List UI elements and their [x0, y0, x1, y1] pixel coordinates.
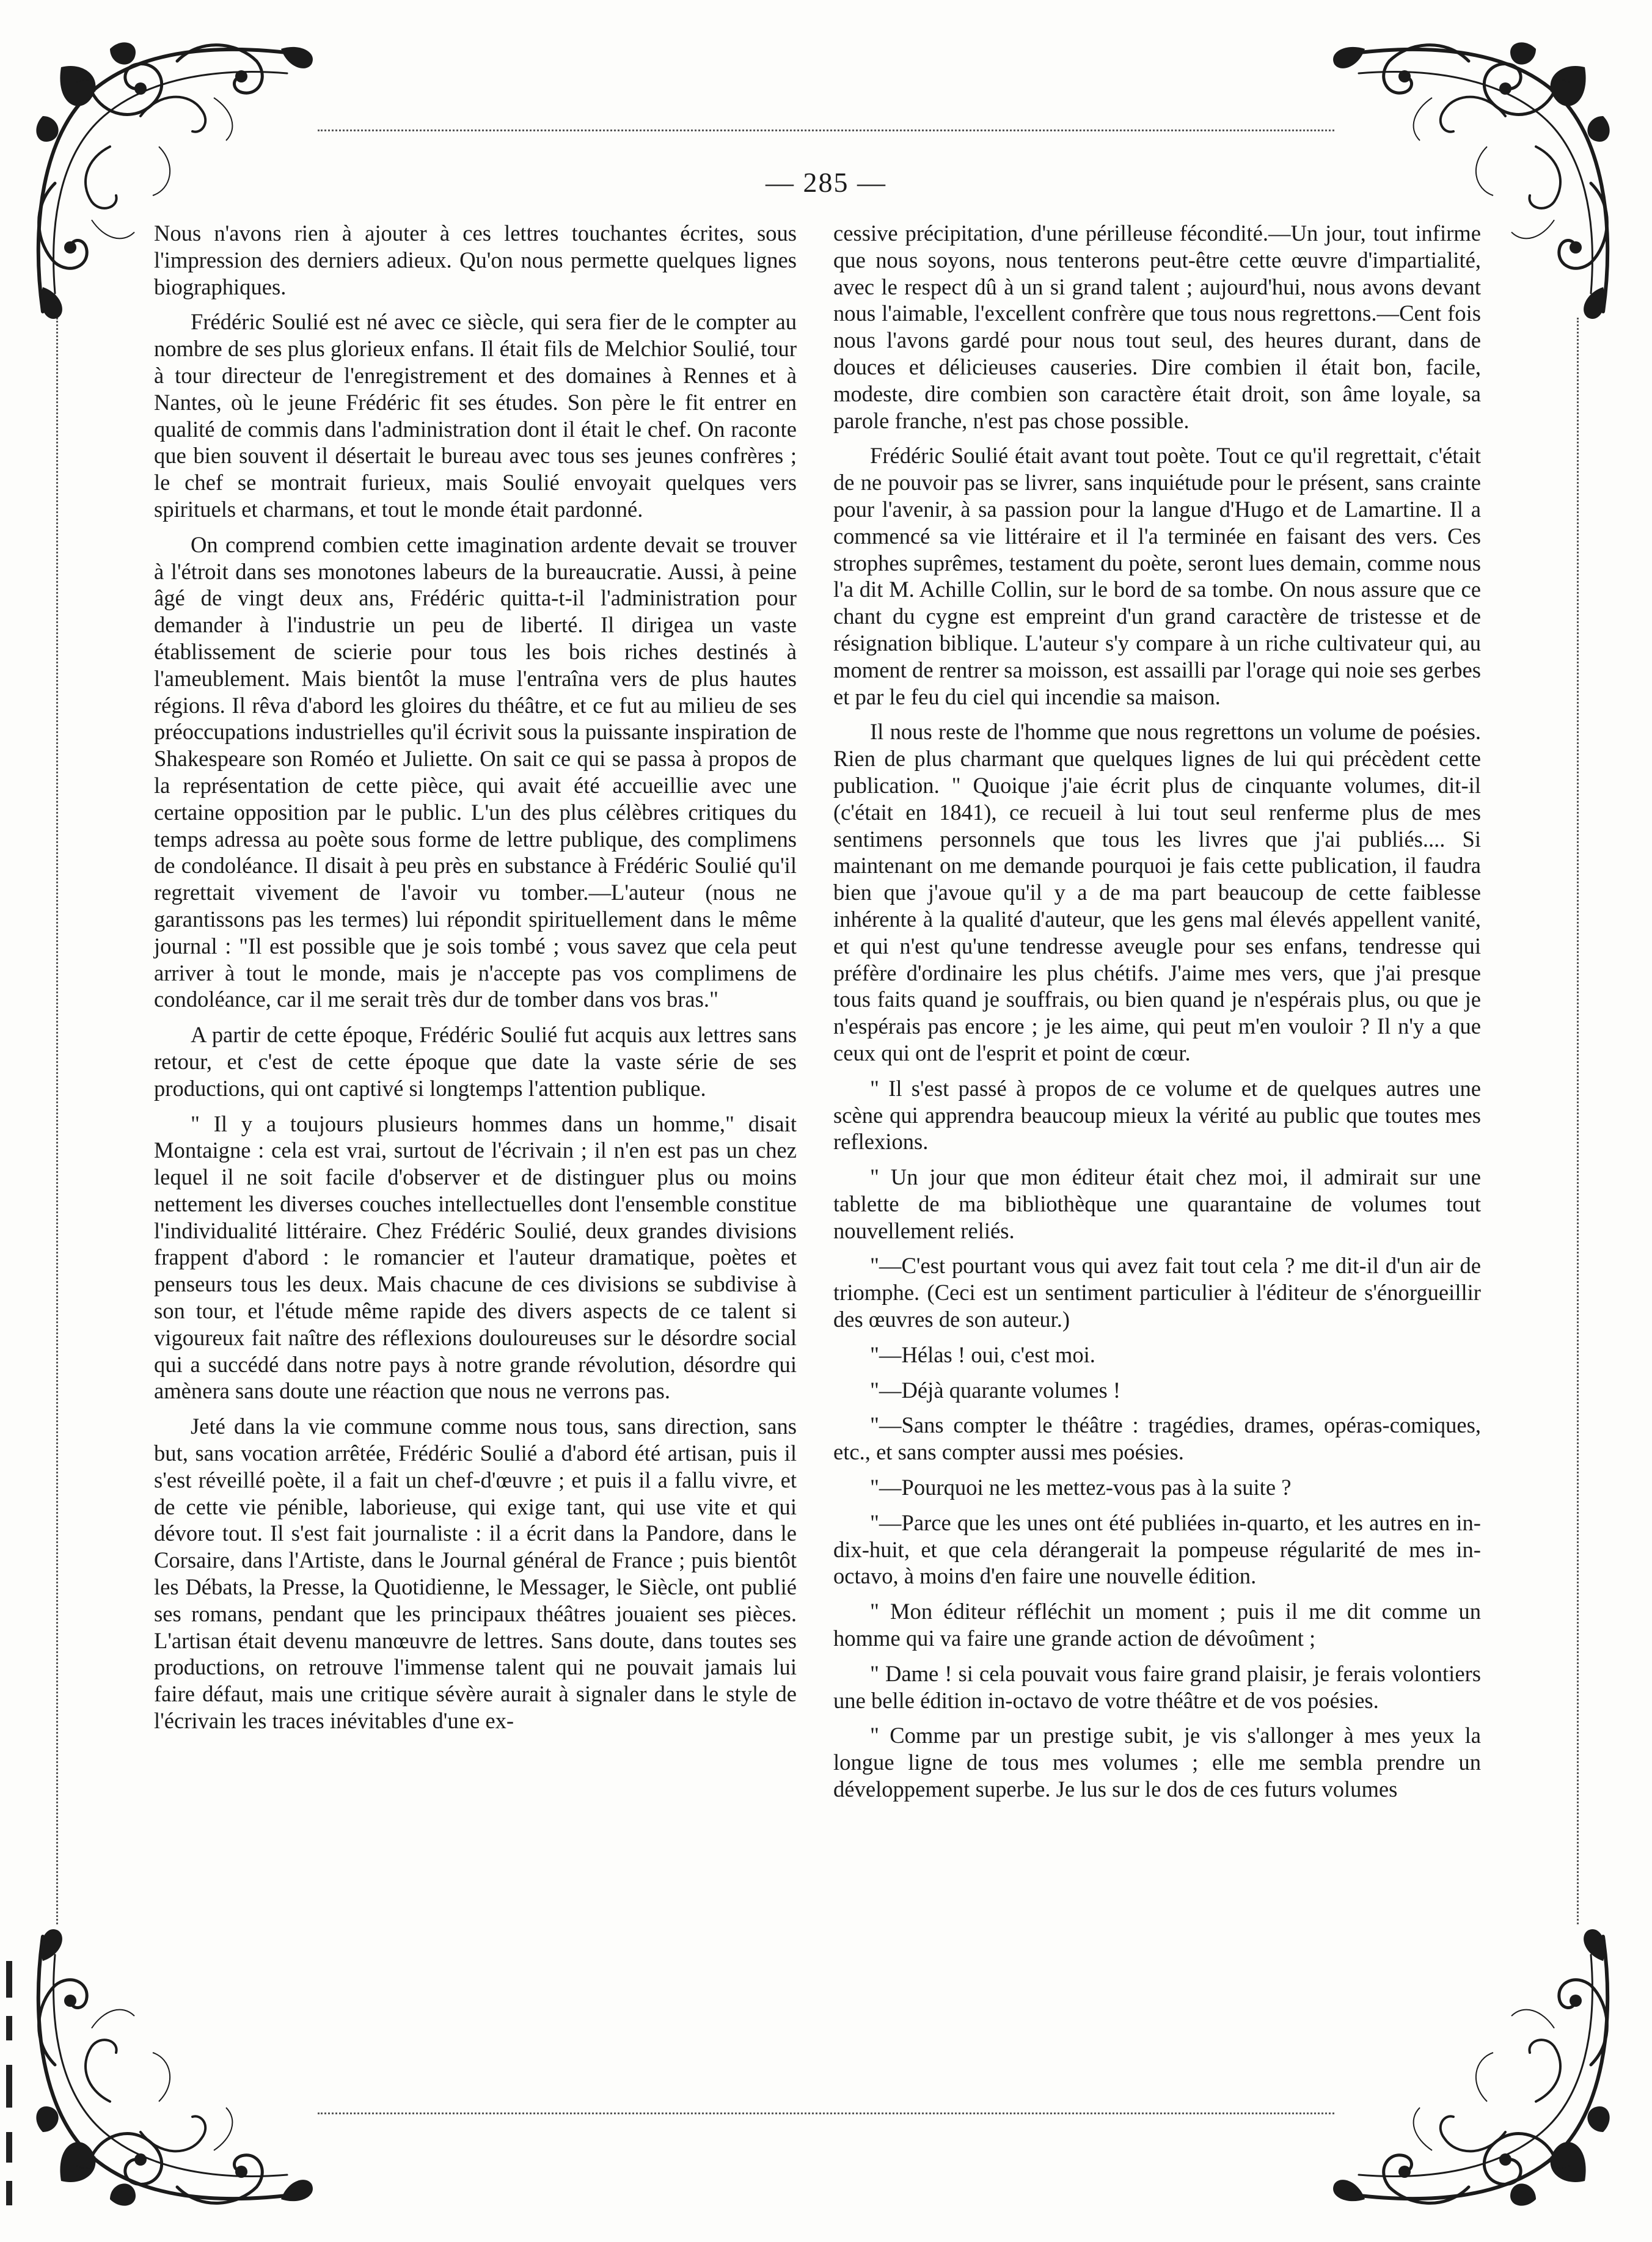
page-number: — 285 —	[766, 167, 886, 198]
left-column	[154, 220, 797, 1734]
paragraph: " Comme par un prestige subit, je vis s'allonger à mes yeux la longue ligne de tous mes volumes ; elle me sembla prendre un développement superbe. Je lus sur le dos de ces futurs volumes	[833, 1723, 1481, 1802]
paragraph: Nous n'avons rien à ajouter à ces lettres touchantes écrites, sous l'impression des derniers adieux. Qu'on nous permette quelques lignes biographiques.	[154, 221, 797, 299]
paragraph: Frédéric Soulié était avant tout poète. Tout ce qu'il regrettait, c'était de ne pouvoir pas se livrer, sans inquiétude pour le présent, sans crainte pour l'avenir, à sa passion pour la langue d'Hugo et de Lamartine. Il a commencé sa vie littéraire et il l'a terminée en faisant des vers. Ces strophes suprêmes, testament du poète, seront lues demain, comme nous l'a dit M. Achille Collin, sur le bord de sa tombe. On nous assure que ce chant du cygne est empreint d'un grand caractère de tristesse et de résignation biblique. L'auteur s'y compare à un riche cultivateur qui, au moment de rentrer sa moisson, est assailli par l'orage qui noie ses gerbes et par le feu du ciel qui incendie sa maison.	[833, 443, 1481, 709]
corner-ornament-icon	[18, 1906, 336, 2224]
paragraph: Frédéric Soulié est né avec ce siècle, qui sera fier de le compter au nombre de ses plus glorieux enfans. Il était fils de Melchior Soulié, tour à tour directeur de l'enregistrement et des domaines à Rennes et à Nantes, où le jeune Frédéric fit ses études. Son père le fit entrer en qualité de commis dans l'administration dont il était le chef. On raconte que bien souvent il désertait le bureau avec tous ses jeunes confrères ; le chef se montrait furieux, mais Soulié envoyait quelques vers spirituels et charmans, et tout le monde était pardonné.	[154, 309, 797, 522]
frame-left-border	[56, 318, 58, 1924]
paragraph: cessive précipitation, d'une périlleuse fécondité.—Un jour, tout infirme que nous soyons, nous tenterons peut-être cette œuvre d'impartialité, avec le respect dû à un si grand talent ; aujourd'hui, nous avons devant nous l'aimable, l'excellent confrère que tous nous regrettons.—Cent fois nous l'avons gardé pour nous tout seul, des heures durant, dans de douces et délicieuses causeries. Dire combien il était bon, facile, modeste, dire combien son caractère était droit, son âme loyale, sa parole franche, n'est pas chose possible.	[833, 221, 1481, 433]
paragraph: " Il s'est passé à propos de ce volume et de quelques autres une scène qui apprendra beaucoup mieux la vérité au public que toutes mes reflexions.	[833, 1075, 1481, 1155]
frame-bottom-border	[318, 2112, 1334, 2114]
right-column	[833, 220, 1481, 1803]
frame-top-border	[318, 130, 1334, 131]
paragraph: "—Sans compter le théâtre : tragédies, drames, opéras-comiques, etc., et sans compter aussi mes poésies.	[833, 1412, 1481, 1465]
paragraph: Jeté dans la vie commune comme nous tous, sans direction, sans but, sans vocation arrêtée, Frédéric Soulié a d'abord été artisan, puis il s'est réveillé poète, il a fait un chef-d'œuvre ; et puis il a fallu vivre, et de cette vie pénible, laborieuse, qui exige tant, qui use vite et qui dévore tout. Il s'est fait journaliste : il a écrit dans la Pandore, dans le Corsaire, dans l'Artiste, dans le Journal général de France ; puis bientôt les Débats, la Presse, la Quotidienne, le Messager, le Siècle, ont publié ses romans, pendant que les principaux théâtres jouaient ses pièces. L'artisan était devenu manœuvre de lettres. Sans doute, dans toutes ses productions, on retrouve l'immense talent qui ne pouvait jamais lui faire défaut, mais une critique sévère aurait à signaler dans le style de l'écrivain les traces inévitables d'une ex-	[154, 1414, 797, 1734]
paragraph: "—Hélas ! oui, c'est moi.	[870, 1342, 1095, 1367]
paragraph: A partir de cette époque, Frédéric Soulié fut acquis aux lettres sans retour, et c'est de cette époque que date la vaste série de ses productions, qui ont captivé si longtemps l'attention publique.	[154, 1022, 797, 1101]
paragraph: "—Parce que les unes ont été publiées in-quarto, et les autres en in-dix-huit, et que cela dérangerait la pompeuse régularité de mes in-octavo, à moins d'en faire une nouvelle édition.	[833, 1510, 1481, 1589]
frame-right-border	[1577, 318, 1579, 1924]
paragraph: " Mon éditeur réfléchit un moment ; puis il me dit comme un homme qui va faire une grande action de dévoûment ;	[833, 1599, 1481, 1651]
paragraph: Il nous reste de l'homme que nous regrettons un volume de poésies. Rien de plus charmant que quelques lignes de lui qui précèdent cette publication. " Quoique j'aie écrit plus de cinquante volumes, dit-il (c'était en 1841), ce recueil à lui tout seul renferme plus de mes sentimens personnels que tous les livres que j'ai publiés.... Si maintenant on me demande pourquoi je fais cette publication, il faudra bien que j'avoue qu'il y a de ma part beaucoup de cette faiblesse inhérente à la qualité d'auteur, que les gens mal élevés appellent vanité, et qui n'est qu'une tendresse aveugle pour ses enfans, tendresse qui préfère d'ordinaire les plus chétifs. J'aime mes vers, que j'ai presque tous faits quand je souffrais, ou bien quand je n'espérais plus, ou que je n'espérais pas encore ; je les aime, qui peut m'en vouloir ? Il n'y a que ceux qui ont de l'esprit et point de cœur.	[833, 719, 1481, 1065]
binding-edge-mark	[4, 1961, 16, 2218]
paragraph: " Dame ! si cela pouvait vous faire grand plaisir, je ferais volontiers une belle édition in-octavo de votre théâtre et de vos poésies.	[833, 1660, 1481, 1713]
paragraph: "—Déjà quarante volumes !	[870, 1377, 1121, 1403]
paragraph: On comprend combien cette imagination ardente devait se trouver à l'étroit dans ses monotones labeurs de la bureaucratie. Aussi, à peine âgé de vingt deux ans, Frédéric quitta-t-il l'administration pour demander à l'industrie un peu de liberté. Il dirigea un vaste établissement de scierie pour tous les bois riches destinés à l'ameublement. Mais bientôt la muse l'entraîna vers de plus hautes régions. Il rêva d'abord les gloires du théâtre, et ce fut au milieu de ses préoccupations industrielles qu'il écrivit sous la puissante inspiration de Shakespeare son Roméo et Juliette. On sait ce qui se passa à propos de la représentation de cette pièce, qui avait été accueillie avec une certaine opposition par le public. L'un des plus célèbres critiques du temps adressa au poète sous forme de lettre publique, des complimens de condoléance. Il disait à peu près en substance à Frédéric Soulié qu'il regrettait vivement de l'avoir vu tomber.—L'auteur (nous ne garantissons pas les termes) lui répondit spirituellement dans le même journal : "Il est possible que je sois tombé ; vous savez que cela peut arriver à tout le monde, mais je n'accepte pas vos complimens de condoléance, car il me serait très dur de tomber dans vos bras."	[154, 531, 797, 1012]
paragraph: "—C'est pourtant vous qui avez fait tout cela ? me dit-il d'un air de triomphe. (Ceci est un sentiment particulier à l'éditeur de s'énorgueillir des œuvres de son auteur.)	[833, 1253, 1481, 1332]
paragraph: " Un jour que mon éditeur était chez moi, il admirait sur une tablette de ma bibliothèque une quarantaine de volumes tout nouvellement reliés.	[833, 1164, 1481, 1243]
paragraph: " Il y a toujours plusieurs hommes dans un homme," disait Montaigne : cela est vrai, surtout de l'écrivain ; il n'en est pas un chez lequel il ne soit facile d'observer et de distinguer plus ou moins nettement les diverses couches intellectuelles dont l'ensemble constitue l'individualité littéraire. Chez Frédéric Soulié, deux grandes divisions frappent d'abord : le romancier et l'auteur dramatique, poètes et penseurs tous les deux. Mais chacune de ces divisions se subdivise à son tour, et l'étude même rapide des divers aspects de ce talent si vigoureux fait naître des réflexions douloureuses sur le désordre social qui a succédé dans notre pays à notre grande révolution, désordre qui amènera sans doute une réaction que nous ne verrons pas.	[154, 1111, 797, 1404]
paragraph: "—Pourquoi ne les mettez-vous pas à la suite ?	[870, 1475, 1292, 1500]
corner-ornament-icon	[1310, 1906, 1628, 2224]
